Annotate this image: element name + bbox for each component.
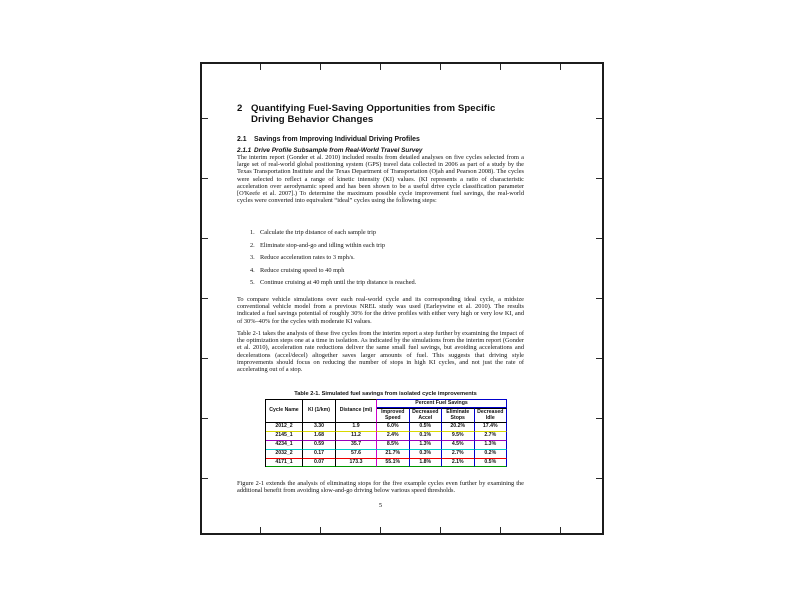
cell-cycle: 4171_1	[266, 459, 303, 468]
list-item-text: Eliminate stop-and-go and idling within each trip	[260, 241, 386, 249]
cell-distance: 57.6	[336, 450, 377, 459]
paragraph-comparison: To compare vehicle simulations over each real-world cycle and its corresponding ideal cycle, a midsize conventional vehicle model from a previous NREL study was used (Earleywine et al. 2010). The results indicated a fuel savings potential of roughly 30% for the drive profiles with either very high or very low KI, and of 30%–40% for the cycles with moderate KI values.	[237, 296, 524, 325]
cell-decreased-accel: 0.5%	[410, 423, 443, 432]
cell-cycle: 2145_1	[266, 432, 303, 441]
list-item	[250, 279, 524, 286]
cell-ki: 0.59	[303, 441, 336, 450]
cell-ki: 0.17	[303, 450, 336, 459]
table-row	[266, 441, 507, 450]
cell-improved-speed: 2.4%	[377, 432, 410, 441]
cell-distance: 35.7	[336, 441, 377, 450]
cell-eliminate-stops: 9.5%	[442, 432, 475, 441]
header-improved-speed: Improved Speed	[377, 408, 410, 424]
cell-improved-speed: 55.1%	[377, 459, 410, 468]
table-header-row	[266, 399, 507, 408]
ruler-tick	[202, 238, 208, 239]
list-item	[250, 242, 524, 249]
subsection-heading	[237, 136, 524, 144]
section-number: 2	[237, 103, 243, 114]
ruler-tick	[320, 64, 321, 70]
fuel-savings-table	[265, 399, 507, 467]
subsubsection-title: Drive Profile Subsample from Real-World Travel Survey	[254, 147, 423, 154]
ruler-tick	[260, 527, 261, 533]
header-eliminate-stops: Eliminate Stops	[442, 408, 475, 424]
paragraph-intro: The interim report (Gonder et al. 2010) included results from detailed analyses on five cycles selected from a large set of real-world global positioning system (GPS) travel data collected in 2006 as part of a study by the Texas Transportation Institute and the Texas Department of Transportation (Ojah and Pearson 2008). The cycles were selected to reflect a range of kinetic intensity (KI) values. (KI represents a ratio of characteristic acceleration over aerodynamic speed and has been shown to be a useful drive cycle classification parameter [O'Keefe et al. 2007].) To determine the maximum possible cycle improvement fuel savings, the real-world cycles were converted into equivalent “ideal” cycles using the following steps:	[237, 154, 524, 205]
cell-decreased-idle: 2.7%	[475, 432, 508, 441]
cell-improved-speed: 6.0%	[377, 423, 410, 432]
cell-cycle: 2012_2	[266, 423, 303, 432]
list-item-number: 2.	[250, 241, 255, 249]
table-row	[266, 459, 507, 468]
cell-decreased-accel: 0.3%	[410, 450, 443, 459]
ruler-tick	[260, 64, 261, 70]
cell-eliminate-stops: 2.1%	[442, 459, 475, 468]
ruler-tick	[202, 358, 208, 359]
cell-distance: 11.2	[336, 432, 377, 441]
paragraph-table-discussion: Table 2-1 takes the analysis of these five cycles from the interim report a step further by examining the impact of the optimization steps one at a time in isolation. As indicated by the simulations from the interim report (Gonder et al. 2010), acceleration rate reductions deliver the same small fuel savings, but avoiding accelerations and decelerations (accel/decel) altogether saves larger amounts of fuel. This suggests that driving style improvements should focus on reducing the number of stops in high KI cycles, and not just the rate of accelerating out of a stop.	[237, 330, 524, 374]
ruler-tick	[560, 527, 561, 533]
cell-improved-speed: 8.5%	[377, 441, 410, 450]
ruler-tick	[202, 478, 208, 479]
header-decreased-idle: Decreased Idle	[475, 408, 508, 424]
list-item-text: Continue cruising at 40 mph until the trip distance is reached.	[260, 279, 417, 287]
cell-decreased-idle: 0.2%	[475, 450, 508, 459]
ruler-tick	[202, 118, 208, 119]
ruler-tick	[596, 358, 602, 359]
ruler-tick	[500, 64, 501, 70]
cell-decreased-idle: 1.3%	[475, 441, 508, 450]
ruler-tick	[596, 178, 602, 179]
table-caption: Table 2-1. Simulated fuel savings from isolated cycle improvements	[294, 391, 477, 397]
cell-ki: 3.30	[303, 423, 336, 432]
subsection-number: 2.1	[237, 136, 247, 143]
cell-distance: 173.3	[336, 459, 377, 468]
section-heading	[237, 103, 524, 125]
cell-distance: 1.9	[336, 423, 377, 432]
section-title: Quantifying Fuel-Saving Opportunities from Specific Driving Behavior Changes	[251, 103, 496, 125]
cell-cycle: 2032_2	[266, 450, 303, 459]
ruler-tick	[596, 298, 602, 299]
subsection-title: Savings from Improving Individual Driving Profiles	[254, 136, 420, 143]
ruler-tick	[440, 527, 441, 533]
cell-ki: 1.68	[303, 432, 336, 441]
subsubsection-number: 2.1.1	[237, 147, 252, 154]
ruler-tick	[202, 418, 208, 419]
ruler-tick	[202, 178, 208, 179]
cell-decreased-accel: 1.3%	[410, 441, 443, 450]
ruler-tick	[500, 527, 501, 533]
ruler-tick	[380, 64, 381, 70]
ruler-tick	[560, 64, 561, 70]
steps-list	[250, 229, 524, 292]
list-item	[250, 267, 524, 274]
ruler-tick	[596, 478, 602, 479]
list-item-number: 4.	[250, 266, 255, 274]
list-item-number: 3.	[250, 254, 255, 262]
list-item-text: Reduce acceleration rates to 3 mph/s.	[260, 254, 355, 262]
list-item-number: 5.	[250, 279, 255, 287]
header-percent-fuel-savings: Percent Fuel Savings	[377, 399, 507, 408]
table-row	[266, 450, 507, 459]
list-item	[250, 229, 524, 236]
ruler-tick	[596, 118, 602, 119]
list-item-number: 1.	[250, 229, 255, 236]
ruler-tick	[320, 527, 321, 533]
paragraph-figure-reference: Figure 2-1 extends the analysis of eliminating stops for the five example cycles even further by examining the additional benefit from avoiding slow-and-go driving below various speed thresholds.	[237, 480, 524, 495]
cell-decreased-idle: 17.4%	[475, 423, 508, 432]
cell-cycle: 4234_1	[266, 441, 303, 450]
list-item-text: Calculate the trip distance of each sample trip	[260, 229, 377, 236]
page-number: 5	[378, 502, 383, 509]
cell-decreased-accel: 1.8%	[410, 459, 443, 468]
list-item	[250, 254, 524, 261]
header-distance: Distance (mi)	[336, 399, 377, 423]
cell-ki: 0.07	[303, 459, 336, 468]
cell-eliminate-stops: 4.5%	[442, 441, 475, 450]
ruler-tick	[440, 64, 441, 70]
cell-improved-speed: 21.7%	[377, 450, 410, 459]
ruler-tick	[596, 418, 602, 419]
list-item-text: Reduce cruising speed to 40 mph	[260, 266, 345, 274]
cell-decreased-accel: 0.1%	[410, 432, 443, 441]
header-ki: KI (1/km)	[303, 399, 336, 423]
cell-decreased-idle: 0.5%	[475, 459, 508, 468]
table-row	[266, 432, 507, 441]
header-decreased-accel: Decreased Accel	[410, 408, 443, 424]
cell-eliminate-stops: 2.7%	[442, 450, 475, 459]
document-page	[200, 62, 604, 535]
table-row	[266, 423, 507, 432]
cell-eliminate-stops: 20.2%	[442, 423, 475, 432]
header-cycle-name: Cycle Name	[266, 399, 303, 423]
ruler-tick	[596, 238, 602, 239]
ruler-tick	[202, 298, 208, 299]
ruler-tick	[380, 527, 381, 533]
